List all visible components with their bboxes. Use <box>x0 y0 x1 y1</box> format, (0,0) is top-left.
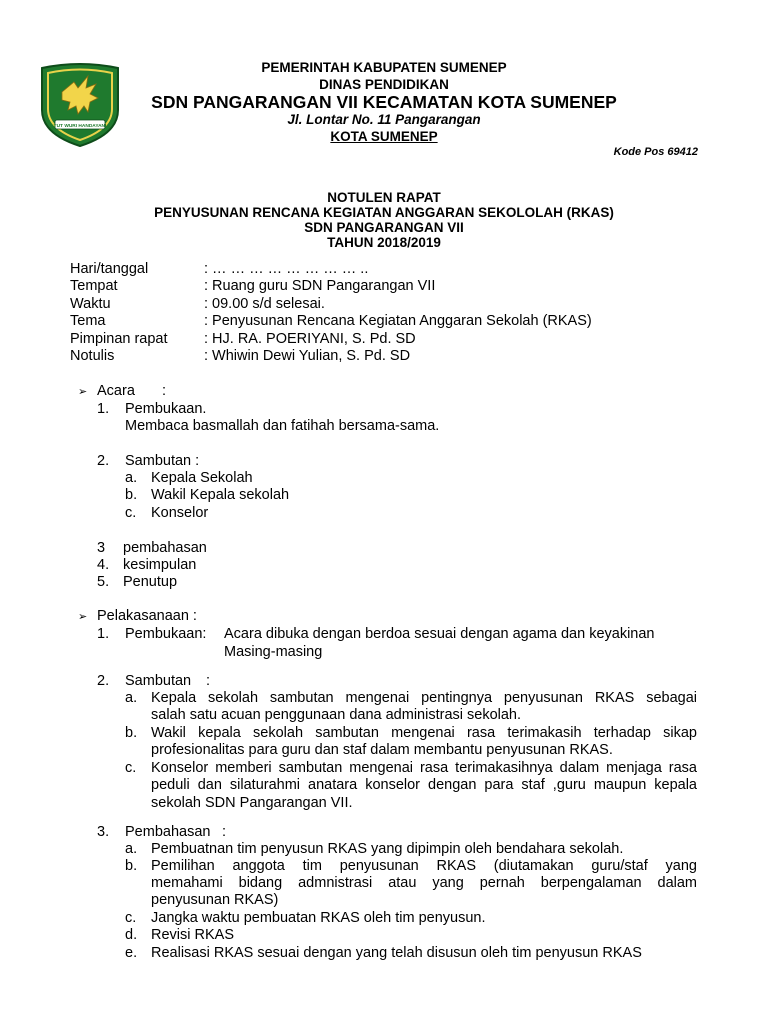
info-label: Pimpinan rapat <box>70 331 168 347</box>
header-department: DINAS PENDIDIKAN <box>319 77 449 92</box>
info-value: : Ruang guru SDN Pangarangan VII <box>204 278 436 294</box>
sublist-letter: d. <box>125 927 138 943</box>
info-value: : Whiwin Dewi Yulian, S. Pd. SD <box>204 348 411 364</box>
sublist-item: Wakil Kepala sekolah <box>151 487 290 503</box>
sublist-item: Kepala Sekolah <box>151 470 253 486</box>
pelaksanaan-heading: Pelakasanaan : <box>97 608 197 624</box>
doc-year: TAHUN 2018/2019 <box>327 235 441 250</box>
list-item: kesimpulan <box>123 557 197 573</box>
sublist-item: Konselor <box>151 505 209 521</box>
list-item: pembahasan <box>123 540 207 556</box>
info-value: : Penyusunan Rencana Kegiatan Anggaran Sekolah (RKAS) <box>204 313 592 329</box>
doc-subtitle: PENYUSUNAN RENCANA KEGIATAN ANGGARAN SEKOLOLAH (RKAS) <box>154 205 614 220</box>
sublist-letter: a. <box>125 841 138 857</box>
list-item: Pembukaan: <box>125 626 207 642</box>
sublist-item: memahami bidang admnistrasi atau yang pernah berpengalaman dalam <box>151 875 697 891</box>
info-label: Waktu <box>70 296 111 312</box>
sublist-letter: b. <box>125 487 138 503</box>
list-item: Sambutan <box>125 673 192 689</box>
doc-school: SDN PANGARANGAN VII <box>304 220 464 235</box>
sublist-item: salah satu acuan penggunaan dana administrasi sekolah. <box>151 707 522 723</box>
list-number: 1. <box>97 626 110 642</box>
sublist-item: sekolah SDN Pangarangan VII. <box>151 795 353 811</box>
list-number: 5. <box>97 574 110 590</box>
sublist-letter: e. <box>125 945 138 961</box>
list-number: 3. <box>97 824 110 840</box>
list-number: 3 <box>97 540 106 556</box>
list-item: Sambutan : <box>125 453 200 469</box>
sublist-letter: c. <box>125 760 137 776</box>
list-item: Pembukaan. <box>125 401 207 417</box>
header-city: KOTA SUMENEP <box>330 129 438 144</box>
sublist-item: peduli dan silaturahmi anatara konselor dengan para staf ,guru maupun kepala <box>151 777 697 793</box>
list-number: 1. <box>97 401 110 417</box>
sublist-letter: a. <box>125 690 138 706</box>
list-item-colon: : <box>222 824 227 840</box>
acara-colon: : <box>162 383 167 399</box>
sublist-item: Pemilihan anggota tim penyusunan RKAS (diutamakan guru/staf yang <box>151 858 697 874</box>
sublist-letter: c. <box>125 505 137 521</box>
list-item-detail: Masing-masing <box>224 644 323 660</box>
list-item-detail: Membaca basmallah dan fatihah bersama-sama. <box>125 418 440 434</box>
bullet-arrow-icon: ➢ <box>78 611 88 623</box>
sublist-item: Kepala sekolah sambutan mengenai pentingnya penyusunan RKAS sebagai <box>151 690 697 706</box>
sublist-letter: a. <box>125 470 138 486</box>
sublist-item: profesionalitas para guru dan staf dalam membantu penyusunan RKAS. <box>151 742 613 758</box>
list-item: Penutup <box>123 574 178 590</box>
info-label: Tema <box>70 313 106 329</box>
list-item-colon: : <box>206 673 211 689</box>
header-government: PEMERINTAH KABUPATEN SUMENEP <box>261 60 507 75</box>
sublist-letter: c. <box>125 910 137 926</box>
info-value: : 09.00 s/d selesai. <box>204 296 325 312</box>
list-number: 4. <box>97 557 110 573</box>
bullet-arrow-icon: ➢ <box>78 386 88 398</box>
sublist-letter: b. <box>125 725 138 741</box>
sublist-item: Jangka waktu pembuatan RKAS oleh tim penyusun. <box>151 910 486 926</box>
header-school-name: SDN PANGARANGAN VII KECAMATAN KOTA SUMENEP <box>151 92 617 112</box>
info-value: : HJ. RA. POERIYANI, S. Pd. SD <box>204 331 416 347</box>
sublist-item: Realisasi RKAS sesuai dengan yang telah disusun oleh tim penyusun RKAS <box>151 945 642 961</box>
sublist-item: Pembuatnan tim penyusun RKAS yang dipimpin oleh bendahara sekolah. <box>151 841 624 857</box>
info-value: : … … … … … … … … .. <box>204 261 369 277</box>
info-label: Tempat <box>70 278 118 294</box>
sublist-item: Wakil kepala sekolah sambutan mengenai rasa terimakasih terhadap sikap <box>151 725 697 741</box>
acara-heading: Acara <box>97 383 135 399</box>
header-postal-code: Kode Pos 69412 <box>613 146 698 158</box>
sublist-letter: b. <box>125 858 138 874</box>
info-label: Notulis <box>70 348 115 364</box>
list-number: 2. <box>97 673 110 689</box>
list-item: Pembahasan <box>125 824 211 840</box>
logo-banner: TUT WURI HANDAYANI <box>53 124 107 129</box>
doc-title: NOTULEN RAPAT <box>327 190 441 205</box>
info-label: Hari/tanggal <box>70 261 149 277</box>
list-number: 2. <box>97 453 110 469</box>
sublist-item: Konselor memberi sambutan mengenai rasa terimakasihnya dalam menjaga rasa <box>151 760 697 776</box>
sublist-item: Revisi RKAS <box>151 927 234 943</box>
sublist-item: penyusunan RKAS) <box>151 892 279 908</box>
list-item-detail: Acara dibuka dengan berdoa sesuai dengan agama dan keyakinan <box>224 626 655 642</box>
header-address: Jl. Lontar No. 11 Pangarangan <box>287 112 481 127</box>
